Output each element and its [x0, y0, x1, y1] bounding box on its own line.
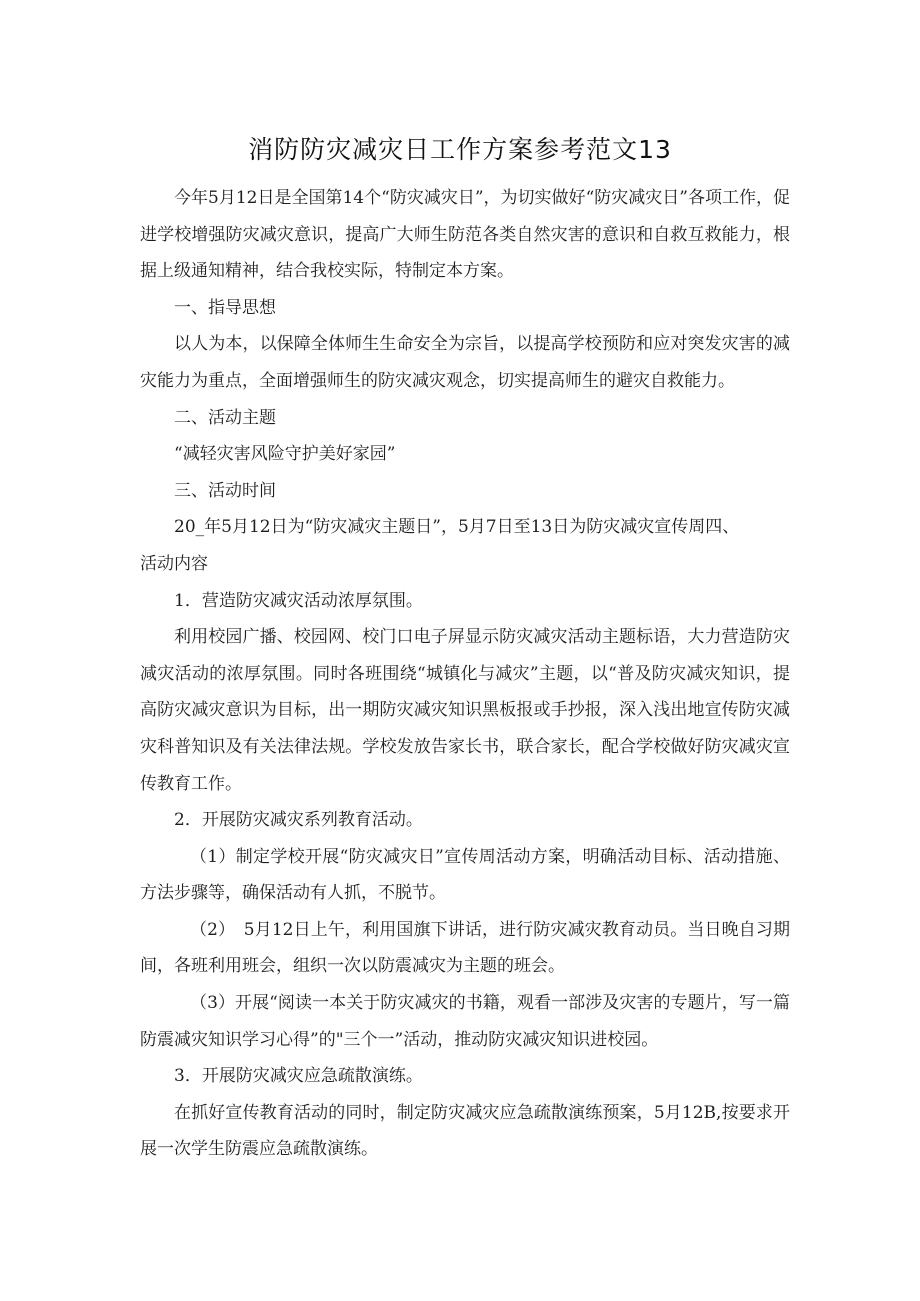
item-2-1-paragraph: （1）制定学校开展“防灾减灾日”宣传周活动方案，明确活动目标、活动措施、方法步骤等，确保活动有人抓，不脱节。: [140, 846, 790, 904]
item-1-paragraph: 利用校园广播、校园网、校门口电子屏显示防灾减灾活动主题标语，大力营造防灾减灾活动的浓厚氛围。同时各班围绕“城镇化与减灾”主题，以“普及防灾减灾知识，提高防灾减灾意识为目标，出一期防灾减灾知识黑板报或手抄报，深入浅出地宣传防灾减灾科普知识及有关法律法规。学校发放告家长书，联合家长，配合学校做好防灾减灾宣传教育工作。: [140, 627, 790, 794]
document-body: [140, 180, 790, 1168]
guiding-ideology-paragraph: 以人为本，以保障全体师生生命安全为宗旨，以提高学校预防和应对突发灾害的减灾能力为重点，全面增强师生的防灾减灾观念，切实提高师生的避灾自救能力。: [140, 334, 790, 391]
activity-theme-text: “减轻灾害风险守护美好家园”: [174, 444, 396, 465]
section-heading-activity-theme: 二、活动主题: [174, 407, 276, 428]
activity-time-paragraph: 20_年5月12日为“防灾减灾主题日”，5月7日至13日为防灾减灾宣传周四、: [174, 517, 740, 538]
item-3-paragraph: 在抓好宣传教育活动的同时，制定防灾减灾应急疏散演练预案，5月12B,按要求开展一次学生防震应急疏散演练。: [140, 1102, 790, 1160]
section-heading-activity-time: 三、活动时间: [174, 480, 276, 501]
subheading-3: 3．开展防灾减灾应急疏散演练。: [174, 1066, 423, 1087]
item-2-3-paragraph: （3）开展“阅读一本关于防灾减灾的书籍，观看一部涉及灾害的专题片，写一篇防震减灾知识学习心得”的"三个一”活动，推动防灾减灾知识进校园。: [140, 993, 790, 1050]
section-heading-guiding-ideology: 一、指导思想: [174, 297, 276, 318]
subheading-2: 2．开展防灾减灾系列教育活动。: [174, 810, 423, 831]
section-heading-activity-content: 活动内容: [140, 553, 208, 574]
item-2-2-paragraph: （2） 5月12日上午，利用国旗下讲话，进行防灾减灾教育动员。当日晚自习期间，各班利用班会，组织一次以防震减灾为主题的班会。: [140, 919, 790, 977]
subheading-1: 1．营造防灾减灾活动浓厚氛围。: [174, 590, 423, 611]
document-title: 消防防灾减灾日工作方案参考范文13: [248, 135, 672, 164]
intro-paragraph: 今年5月12日是全国第14个“防灾减灾日”，为切实做好“防灾减灾日”各项工作，促进学校增强防灾减灾意识，提高广大师生防范各类自然灾害的意识和自救互救能力，根据上级通知精神，结合我校实际，特制定本方案。: [140, 188, 790, 282]
